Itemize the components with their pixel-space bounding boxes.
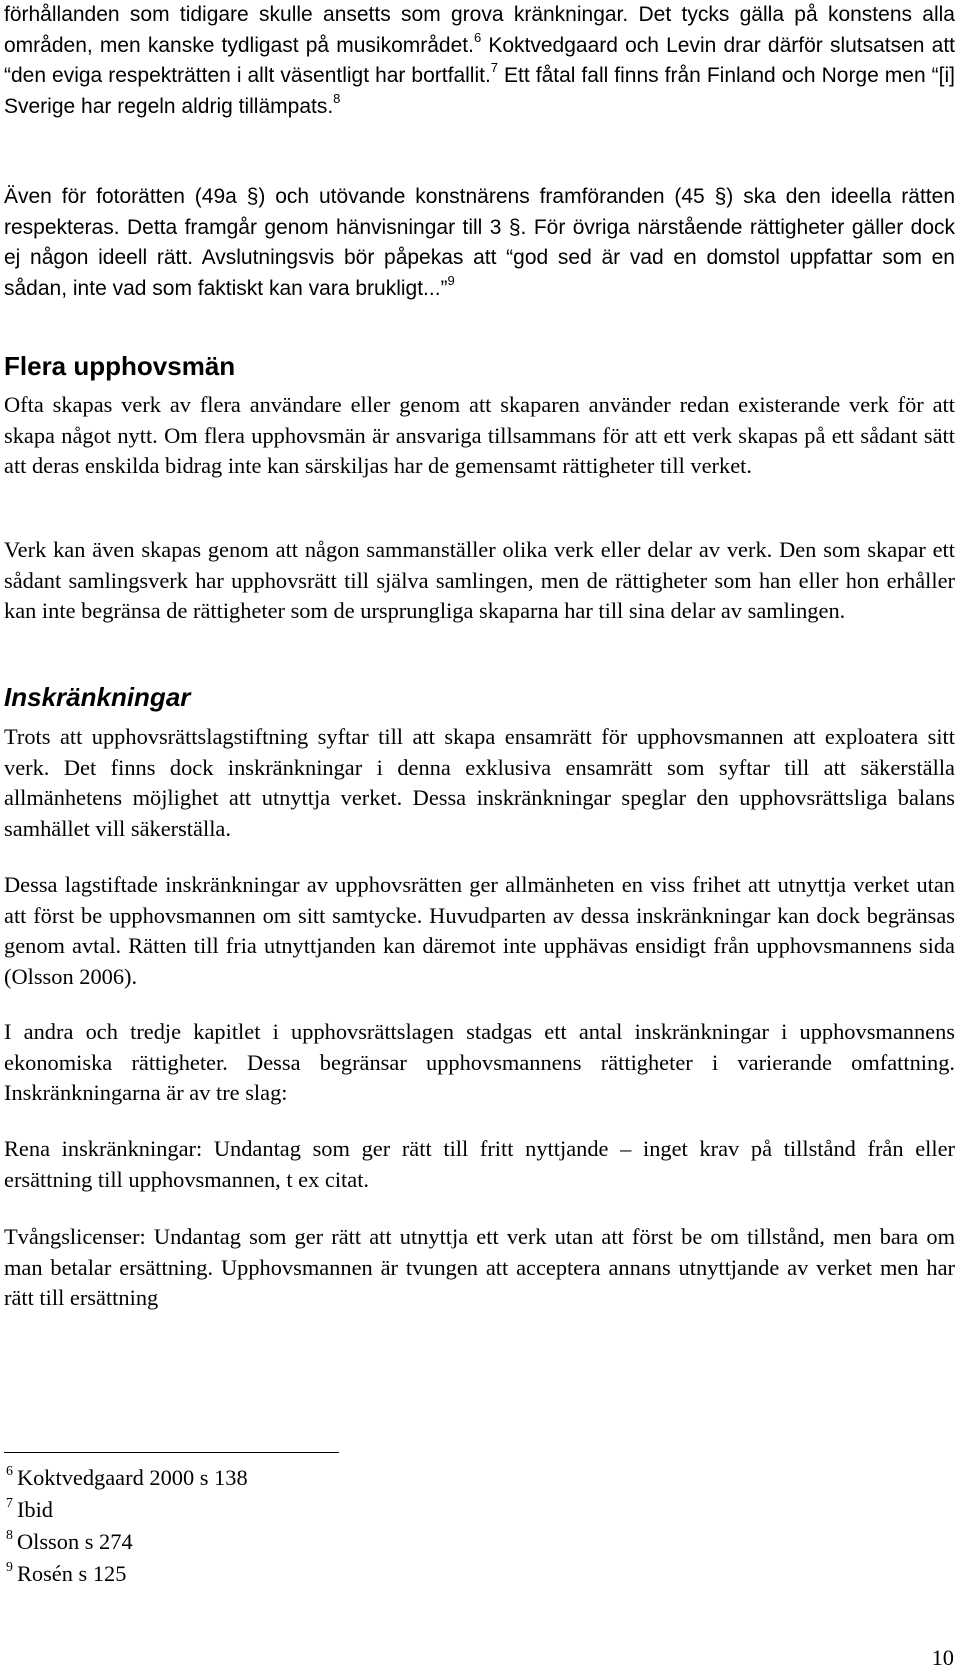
paragraph-continuation xyxy=(4,0,955,122)
footnote-ref: 6 xyxy=(473,29,482,45)
paragraph-text: I andra och tredje kapitlet i upphovsrättslagen stadgas ett antal inskränkningar i upphovsmannens ekonomiska rättigheter. Dessa begränsar upphovsmannens rättigheter i varierande omfattning. Inskränkningarna är av tre slag: xyxy=(4,1019,955,1105)
section-heading: Inskränkningar xyxy=(4,682,191,712)
paragraph xyxy=(4,535,955,627)
footnote xyxy=(6,1558,248,1590)
footnote-number: 7 xyxy=(6,1496,13,1512)
paragraph-text: Tvångslicenser: Undantag som ger rätt att utnyttja ett verk utan att först be om tillstånd, men bara om man betalar ersättning. Upphovsmannen är tvungen att acceptera annans utnyttjande av verket men har rätt till ersättning xyxy=(4,1224,955,1310)
paragraph xyxy=(4,1134,955,1195)
paragraph-text: Trots att upphovsrättslagstiftning syftar till att skapa ensamrätt för upphovsmannen att exploatera sitt verk. Det finns dock inskränkningar i denna exklusiva ensamrätt som syftar till att säkerställa allmänhetens möjlighet att utnyttja verket. Dessa inskränkningar speglar den upphovsrättsliga balans samhället vill säkerställa. xyxy=(4,724,955,841)
footnote-text: Olsson s 274 xyxy=(16,1529,133,1554)
footnote-ref: 9 xyxy=(447,272,455,288)
page-number: 10 xyxy=(931,1645,954,1670)
paragraph-text: förhållanden som tidigare skulle ansetts som grova kränkningar. Det tycks gälla på konstens alla områden, men kanske tydligast på musikområdet. xyxy=(4,3,955,57)
footnote-ref: 7 xyxy=(490,60,499,76)
paragraph xyxy=(4,722,955,844)
footnote xyxy=(6,1494,248,1526)
paragraph-text: Koktvedgaard och Levin drar därför slutsatsen att “den eviga respekträtten i allt väsentligt har bortfallit. xyxy=(4,33,955,87)
footnote-text: Rosén s 125 xyxy=(16,1561,127,1586)
footnotes xyxy=(6,1462,248,1590)
paragraph-text: Ett fåtal fall finns från Finland och Norge men “[i] Sverige har regeln aldrig tillämpats. xyxy=(4,64,955,118)
footnote-text: Ibid xyxy=(16,1497,54,1522)
footnote-separator xyxy=(4,1452,339,1453)
section-heading: Flera upphovsmän xyxy=(4,351,236,381)
footnote-number: 8 xyxy=(6,1528,13,1544)
paragraph-text: Rena inskränkningar: Undantag som ger rätt till fritt nyttjande – inget krav på tillstånd från eller ersättning till upphovsmannen, t ex citat. xyxy=(4,1136,955,1192)
footnote xyxy=(6,1462,248,1494)
paragraph-text: Även för fotorätten (49a §) och utövande konstnärens framföranden (45 §) ska den ideella rätten respekteras. Detta framgår genom hänvisningar till 3 §. För övriga närstående rättigheter gäller dock ej någon ideell rätt. Avslutningsvis bör påpekas att “god sed är vad en domstol uppfattar som en sådan, inte vad som faktiskt kan vara brukligt...” xyxy=(4,185,955,300)
footnote-number: 6 xyxy=(6,1464,13,1480)
paragraph xyxy=(4,870,955,992)
footnote-ref: 8 xyxy=(333,90,341,106)
section-heading-block xyxy=(4,682,955,712)
paragraph-moral-rights xyxy=(4,182,955,304)
footnote-text: Koktvedgaard 2000 s 138 xyxy=(16,1465,248,1490)
paragraph-text: Verk kan även skapas genom att någon sammanställer olika verk eller delar av verk. Den som skapar ett sådant samlingsverk har upphovsrätt till själva samlingen, men de rättigheter som han eller hon erhåller kan inte begränsa de rättigheter som de ursprungliga skaparna har till sina delar av samlingen. xyxy=(4,537,955,623)
paragraph-text: Ofta skapas verk av flera användare eller genom att skaparen använder redan existerande verk för att skapa något nytt. Om flera upphovsmän är ansvariga tillsammans för att ett verk skapas på ett sådant sätt att deras enskilda bidrag inte kan särskiljas har de gemensamt rättigheter till verket. xyxy=(4,392,955,478)
paragraph xyxy=(4,1222,955,1314)
paragraph-text: Dessa lagstiftade inskränkningar av upphovsrätten ger allmänheten en viss frihet att utnyttja verket utan att först be upphovsmannen om sitt samtycke. Huvudparten av dessa inskränkningar kan dock begränsas genom avtal. Rätten till fria utnyttjanden kan däremot inte upphävas ensidigt från upphovsmannens sida (Olsson 2006). xyxy=(4,872,955,989)
paragraph xyxy=(4,1017,955,1109)
paragraph xyxy=(4,390,955,482)
footnote-number: 9 xyxy=(6,1560,13,1576)
section-heading-block xyxy=(4,351,955,381)
footnote xyxy=(6,1526,248,1558)
